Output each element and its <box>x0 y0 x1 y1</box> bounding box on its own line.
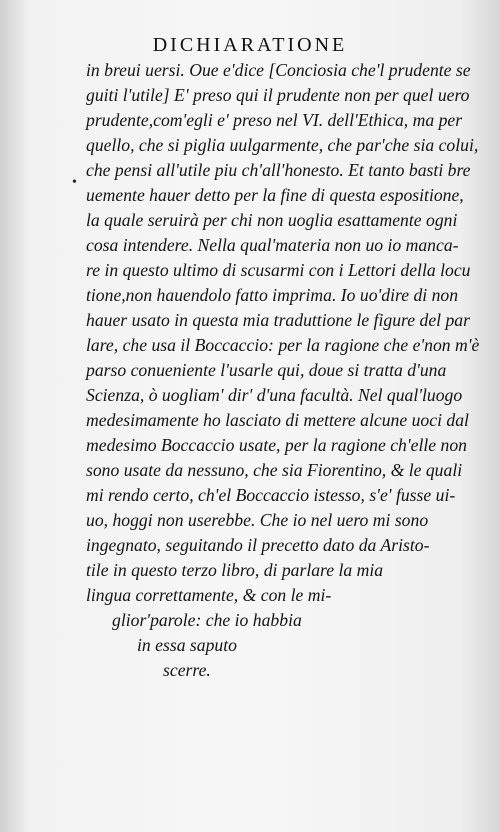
text-line: tile in questo terzo libro, di parlare la mia <box>86 560 384 580</box>
text-line: cosa intendere. Nella qual'materia non uo io manca- <box>86 235 459 255</box>
text-line: la quale seruirà per chi non uoglia esattamente ogni <box>86 210 458 230</box>
running-head: DICHIARATIONE <box>152 34 348 56</box>
text-line: guiti l'utile] E' preso qui il prudente non per quel uero <box>86 85 470 105</box>
text-line: prudente,com'egli e' preso nel VI. dell'Ethica, ma per <box>86 110 463 130</box>
text-line: in breui uersi. Oue e'dice [Conciosia che'l prudente se <box>86 60 471 80</box>
text-line: glior'parole: che io habbia <box>112 610 302 630</box>
text-line: quello, che si piglia uulgarmente, che par'che sia colui, <box>86 135 479 155</box>
text-line: Scienza, ò uogliam' dir' d'una facultà. Nel qual'luogo <box>86 385 463 405</box>
text-line: che pensi all'utile piu ch'all'honesto. Et tanto basti bre <box>86 160 471 180</box>
text-line: hauer usato in questa mia traduttione le figure del par <box>86 310 470 330</box>
text-line: ingegnato, seguitando il precetto dato da Aristo- <box>86 535 430 555</box>
text-line: sono usate da nessuno, che sia Fiorentino, & le quali <box>86 460 463 480</box>
text-line: lare, che usa il Boccaccio: per la ragione che e'non m'è <box>86 335 480 355</box>
text-line: medesimo Boccaccio usate, per la ragione ch'elle non <box>86 435 467 455</box>
text-line: medesimamente ho lasciato di mettere alcune uoci dal <box>86 410 469 430</box>
text-line: re in questo ultimo di scusarmi con i Lettori della locu <box>86 260 471 280</box>
text-line: uo, hoggi non userebbe. Che io nel uero mi sono <box>86 510 429 530</box>
text-line: scerre. <box>163 660 211 680</box>
text-line: tione,non hauendolo fatto imprima. Io uo'dire di non <box>86 285 459 305</box>
text-line: parso conueniente l'usarle qui, doue si tratta d'una <box>86 360 447 380</box>
text-line: in essa saputo <box>137 635 237 655</box>
text-line: mi rendo certo, ch'el Boccaccio istesso, s'e' fusse ui- <box>86 485 456 505</box>
text-line: uemente hauer detto per la fine di questa espositione, <box>86 185 464 205</box>
text-line: lingua correttamente, & con le mi- <box>86 585 332 605</box>
margin-mark: • <box>72 175 77 190</box>
